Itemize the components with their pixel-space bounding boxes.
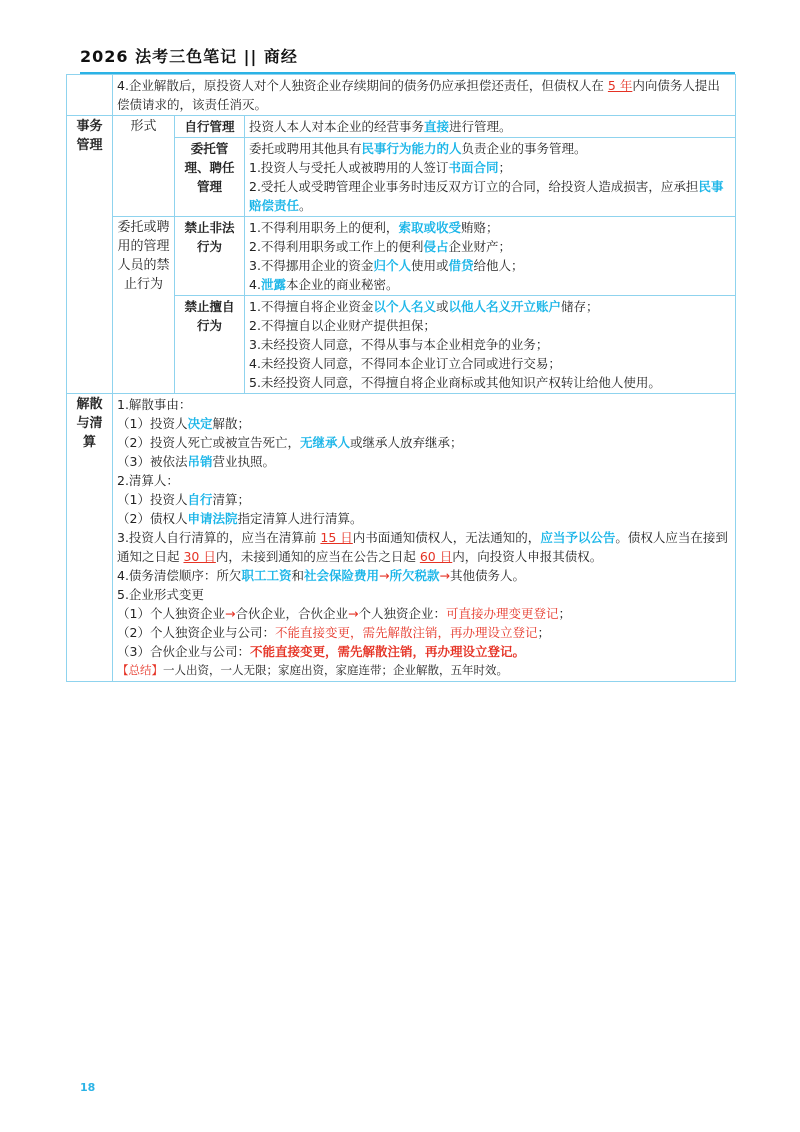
text-run: （1）投资人 <box>117 492 188 507</box>
text-run: 内，向投资人申报其债权。 <box>452 549 603 564</box>
text-run: 贿赂； <box>460 220 499 235</box>
summary-line <box>117 661 731 680</box>
text-run: 负责企业的事务管理。 <box>461 141 587 156</box>
text-line <box>249 316 731 335</box>
highlight-text: 吊销 <box>187 454 213 469</box>
table-row <box>67 116 736 138</box>
text-run: 给他人； <box>473 258 524 273</box>
text-run: ； <box>537 625 550 640</box>
empty-cell <box>67 75 113 116</box>
text-run: 2.清算人： <box>117 473 179 488</box>
text-run: （2）投资人死亡或被宣告死亡， <box>117 435 300 450</box>
text-run: 合伙企业，合伙企业 <box>235 606 348 621</box>
text-run: 其他债务人。 <box>449 568 525 583</box>
text-line <box>117 623 731 642</box>
illegal-acts-text <box>245 217 736 296</box>
emphasis-text: 15 日 <box>320 530 353 545</box>
summary-tag: 【总结】 <box>117 663 163 677</box>
text-line <box>117 604 731 623</box>
text-run: 投资人本人对本企业的经营事务 <box>249 119 425 134</box>
text-run: 4.债务清偿顺序：所欠 <box>117 568 242 583</box>
text-run: 4.企业解散后，原投资人对个人独资企业存续期间的债务仍应承担偿还责任，但债权人在 <box>117 78 608 93</box>
highlight-text: 侵占 <box>423 239 449 254</box>
text-line <box>249 158 731 177</box>
emphasis-text: → <box>378 568 390 583</box>
emphasis-text: → <box>347 606 359 621</box>
section-dissolution-liquidation: 解散与清算 <box>67 394 113 682</box>
text-line <box>249 139 731 158</box>
text-run: 本企业的商业秘密。 <box>285 277 399 292</box>
text-run: 1.投资人与受托人或被聘用的人签订 <box>249 160 449 175</box>
text-run: 5.企业形式变更 <box>117 587 204 602</box>
text-run: 1.不得擅自将企业资金 <box>249 299 374 314</box>
text-line <box>249 275 731 294</box>
text-run: 企业财产； <box>448 239 511 254</box>
dissolution-text <box>113 394 736 682</box>
text-run: （2）债权人 <box>117 511 188 526</box>
page-header-title: 2026 法考三色笔记 || 商经 <box>80 47 298 66</box>
page-number: 18 <box>80 1081 96 1094</box>
text-run: 5.未经投资人同意，不得擅自将企业商标或其他知识产权转让给他人使用。 <box>249 375 661 390</box>
text-run: （2）个人独资企业与公司： <box>117 625 275 640</box>
text-run: 3.投资人自行清算的，应当在清算前 <box>117 530 321 545</box>
table-row <box>67 217 736 296</box>
self-management-text <box>245 116 736 138</box>
text-run: 或 <box>435 299 449 314</box>
self-management-label: 自行管理 <box>175 116 245 138</box>
delegate-management-text <box>245 138 736 217</box>
dissolution-lines <box>117 395 731 661</box>
text-line <box>249 297 731 316</box>
text-line <box>117 585 731 604</box>
highlight-text: 归个人 <box>373 258 411 273</box>
text-run: 。 <box>299 198 312 213</box>
text-run: 和 <box>291 568 304 583</box>
text-line <box>117 509 731 528</box>
text-run: ； <box>498 160 511 175</box>
text-run: 2.不得擅自以企业财产提供担保； <box>249 318 436 333</box>
text-run: 内向债务人提出偿债请求的，该责任消灭。 <box>117 78 720 112</box>
unauthorized-acts-label: 禁止擅自行为 <box>175 296 245 394</box>
text-run: 1.不得利用职务上的便利， <box>249 220 399 235</box>
text-run: 3.不得挪用企业的资金 <box>249 258 374 273</box>
notes-table <box>66 74 736 682</box>
text-run: 清算； <box>212 492 250 507</box>
text-run: 委托或聘用其他具有 <box>249 141 362 156</box>
highlight-text: 书面合同 <box>448 160 499 175</box>
highlight-text: 社会保险费用 <box>303 568 379 583</box>
text-run: （1）投资人 <box>117 416 188 431</box>
emphasis-text: → <box>224 606 236 621</box>
table-row <box>67 75 736 116</box>
highlight-text: 申请法院 <box>187 511 238 526</box>
emphasis-text: 5 年 <box>607 78 633 93</box>
section-affairs-management: 事务管理 <box>67 116 113 394</box>
text-run: （3）合伙企业与公司： <box>117 644 250 659</box>
text-run: 内书面通知债权人，无法通知的， <box>352 530 541 545</box>
highlight-text: 决定 <box>187 416 213 431</box>
highlight-text: 民事行为能力的人 <box>361 141 462 156</box>
delegate-management-label: 委托管理、聘任管理 <box>175 138 245 217</box>
text-run: 指定清算人进行清算。 <box>237 511 363 526</box>
prohibited-acts-label: 委托或聘用的管理人员的禁止行为 <box>113 217 175 394</box>
text-line <box>117 433 731 452</box>
text-run: 4. <box>249 277 261 292</box>
text-run: 进行管理。 <box>449 119 512 134</box>
text-line <box>249 256 731 275</box>
emphasis-text: 60 日 <box>419 549 453 564</box>
summary-text: 一人出资，一人无限；家庭出资，家庭连带；企业解散，五年时效。 <box>163 663 508 677</box>
text-line <box>117 452 731 471</box>
text-line <box>117 395 731 414</box>
text-line <box>249 354 731 373</box>
table-row <box>67 394 736 682</box>
highlight-text: 借贷 <box>448 258 474 273</box>
emphasis-text: 30 日 <box>183 549 216 564</box>
text-line <box>117 566 731 585</box>
text-line <box>117 414 731 433</box>
text-line <box>117 642 731 661</box>
highlight-text: 应当予以公告 <box>540 530 616 545</box>
text-run: 3.未经投资人同意，不得从事与本企业相竞争的业务； <box>249 337 549 352</box>
text-line <box>249 177 731 215</box>
text-run: （1）个人独资企业 <box>117 606 225 621</box>
highlight-text: 以个人名义 <box>373 299 436 314</box>
text-line <box>117 528 731 566</box>
text-run: 个人独资企业： <box>358 606 446 621</box>
text-run: 4.未经投资人同意，不得同本企业订立合同或进行交易； <box>249 356 561 371</box>
emphasis-text: 不能直接变更，需先解散注销，再办理设立登记 <box>274 625 538 640</box>
emphasis-text: 可直接办理变更登记 <box>445 606 559 621</box>
text-run: 营业执照。 <box>212 454 275 469</box>
highlight-text: 民事赔偿责任 <box>249 179 724 213</box>
text-line <box>117 490 731 509</box>
text-run: 1.解散事由： <box>117 397 192 412</box>
text-run: 或继承人放弃继承； <box>349 435 463 450</box>
illegal-acts-label: 禁止非法行为 <box>175 217 245 296</box>
text-line <box>249 373 731 392</box>
highlight-text: 无继承人 <box>299 435 350 450</box>
text-run: （3）被依法 <box>117 454 188 469</box>
text-run: 内，未接到通知的应当在公告之日起 <box>215 549 420 564</box>
emphasis-text: → <box>439 568 450 583</box>
highlight-text: 直接 <box>424 119 450 134</box>
text-run: 储存； <box>560 299 599 314</box>
text-line <box>249 218 731 237</box>
text-run: 2.不得利用职务或工作上的便利 <box>249 239 424 254</box>
text-run: 。债权人应当在接到通知之日起 <box>117 530 728 564</box>
text-run: 解散； <box>212 416 250 431</box>
form-label: 形式 <box>113 116 175 217</box>
text-run: ； <box>558 606 571 621</box>
highlight-text: 所欠税款 <box>389 568 440 583</box>
text-line <box>249 335 731 354</box>
highlight-text: 以他人名义开立账户 <box>448 299 561 314</box>
highlight-text: 索取或收受 <box>398 220 461 235</box>
unauthorized-acts-text <box>245 296 736 394</box>
text-line <box>249 237 731 256</box>
emphasis-text: 不能直接变更，需先解散注销，再办理设立登记。 <box>249 644 525 659</box>
highlight-text: 职工工资 <box>241 568 292 583</box>
text-run: 2.受托人或受聘管理企业事务时违反双方订立的合同，给投资人造成损害，应承担 <box>249 179 699 194</box>
highlight-text: 自行 <box>187 492 213 507</box>
text-run: 使用或 <box>410 258 449 273</box>
highlight-text: 泄露 <box>260 277 286 292</box>
rich-text <box>113 75 736 116</box>
text-line <box>117 471 731 490</box>
